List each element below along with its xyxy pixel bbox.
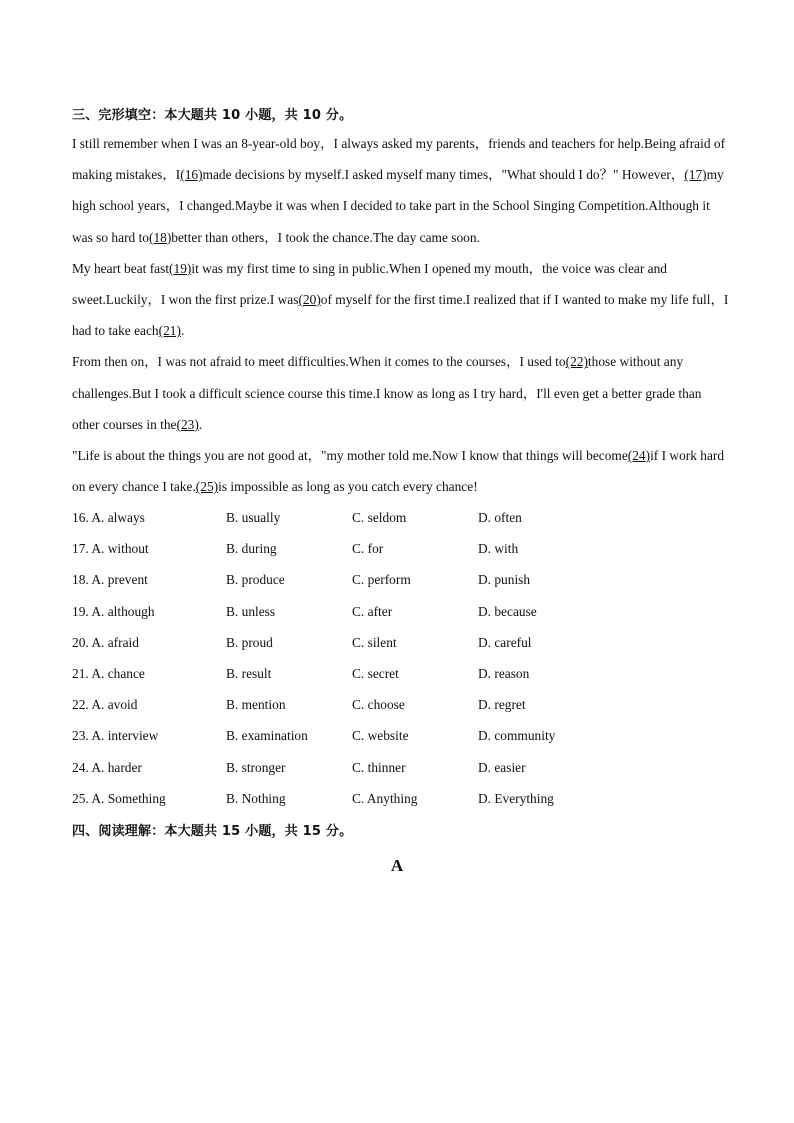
passage-text: better than others，I took the chance.The day came soon. — [171, 229, 480, 245]
option-c: C. silent — [352, 634, 397, 650]
option-a: 20. A. afraid — [72, 634, 139, 650]
option-a: 17. A. without — [72, 541, 149, 557]
blank-18: (18) — [148, 229, 172, 245]
option-c: C. website — [352, 728, 409, 744]
answer-options — [72, 502, 732, 814]
option-b: B. usually — [226, 510, 281, 525]
option-a: 21. A. chance — [72, 665, 145, 681]
question-row-24 — [72, 752, 732, 783]
option-b: B. during — [226, 541, 277, 557]
option-c: C. after — [352, 603, 393, 619]
passage-text: of myself for the first time.I realized that if I wanted to make my life full，I had to take each — [72, 292, 729, 339]
option-c: C. choose — [352, 697, 405, 713]
passage-text: it was my first time to sing in public.When I opened my mouth，the voice was clear and sweet.Luckily，I won the first prize.I was — [72, 260, 667, 308]
option-c: C. seldom — [352, 510, 407, 525]
option-a: 23. A. interview — [72, 728, 159, 744]
option-a: 19. A. although — [72, 603, 155, 619]
passage-text: . — [198, 416, 203, 432]
question-row-25 — [72, 783, 732, 814]
blank-19: (19) — [169, 260, 192, 276]
option-b: B. unless — [226, 603, 276, 619]
option-c: C. perform — [352, 572, 411, 588]
passage-text: my high school years，I changed.Maybe it was when I decided to take part in the School Singing Competition.Although it was so hard to — [72, 167, 724, 245]
passage-text: is impossible as long as you catch every chance! — [218, 479, 478, 495]
option-b: B. proud — [226, 634, 273, 650]
passage-text: if I work hard on every chance I take. — [72, 448, 725, 495]
option-c: C. secret — [352, 665, 399, 681]
option-b: B. produce — [226, 572, 285, 588]
question-row-21 — [72, 658, 732, 689]
passage-text: From then on，I was not afraid to meet difficulties.When it comes to the courses，I used to — [72, 354, 566, 370]
option-d: D. Everything — [478, 790, 554, 806]
question-row-23 — [72, 720, 732, 751]
option-c: C. thinner — [352, 759, 406, 775]
option-d: D. punish — [478, 572, 531, 588]
option-b: B. stronger — [226, 759, 286, 775]
cloze-passage — [72, 128, 732, 502]
option-d: D. regret — [478, 697, 526, 713]
option-b: B. result — [226, 665, 272, 681]
option-a: 22. A. avoid — [72, 697, 138, 713]
blank-16: (16) — [180, 167, 203, 183]
passage-text: . — [180, 323, 185, 339]
question-row-16 — [72, 502, 732, 533]
passage-text: those without any challenges.But I took a difficult science course this time.I know as long as I try hard，I'll even get a better grade than other courses in the — [72, 354, 702, 432]
question-row-20 — [72, 627, 732, 658]
option-d: D. careful — [478, 634, 532, 650]
option-d: D. with — [478, 541, 519, 557]
option-b: B. mention — [226, 697, 286, 713]
passage-text: made decisions by myself.I asked myself many times，"What should I do？" However， — [202, 167, 685, 183]
passage-paragraph-4 — [72, 440, 732, 502]
option-d: D. because — [478, 603, 537, 619]
question-row-18 — [72, 564, 732, 595]
blank-21: (21) — [158, 323, 181, 339]
option-d: D. easier — [478, 759, 526, 775]
option-a: 24. A. harder — [72, 759, 142, 775]
blank-20: (20) — [298, 292, 321, 308]
blank-24: (24) — [627, 448, 651, 464]
option-c: C. for — [352, 541, 384, 557]
section-4-heading: 四、阅读理解：本大题共 15 小题，共 15 分。 — [72, 824, 353, 839]
option-d: D. community — [478, 728, 556, 744]
reading-part-letter: A — [390, 856, 404, 875]
passage-paragraph-1 — [72, 128, 732, 253]
question-row-19 — [72, 596, 732, 627]
option-d: D. often — [478, 510, 522, 525]
option-c: C. Anything — [352, 790, 418, 806]
question-row-22 — [72, 689, 732, 720]
passage-paragraph-3 — [72, 346, 732, 440]
blank-17: (17) — [684, 167, 707, 183]
passage-paragraph-2 — [72, 253, 732, 347]
option-b: B. Nothing — [226, 790, 286, 806]
option-b: B. examination — [226, 728, 308, 744]
option-a: 25. A. Something — [72, 790, 166, 806]
blank-25: (25) — [195, 479, 219, 495]
blank-22: (22) — [565, 354, 588, 370]
passage-text: "Life is about the things you are not good at，"my mother told me.Now I know that things will become — [72, 448, 628, 464]
question-row-17 — [72, 533, 732, 564]
option-d: D. reason — [478, 665, 530, 681]
passage-text: I still remember when I was an 8-year-old boy，I always asked my parents，friends and teachers for help.Being afraid of making mistakes，I — [72, 136, 726, 183]
blank-23: (23) — [176, 416, 199, 432]
option-a: 16. A. always — [72, 510, 145, 525]
option-a: 18. A. prevent — [72, 572, 148, 588]
section-3-heading: 三、完形填空：本大题共 10 小题，共 10 分。 — [72, 108, 353, 123]
passage-text: My heart beat fast — [72, 260, 170, 276]
